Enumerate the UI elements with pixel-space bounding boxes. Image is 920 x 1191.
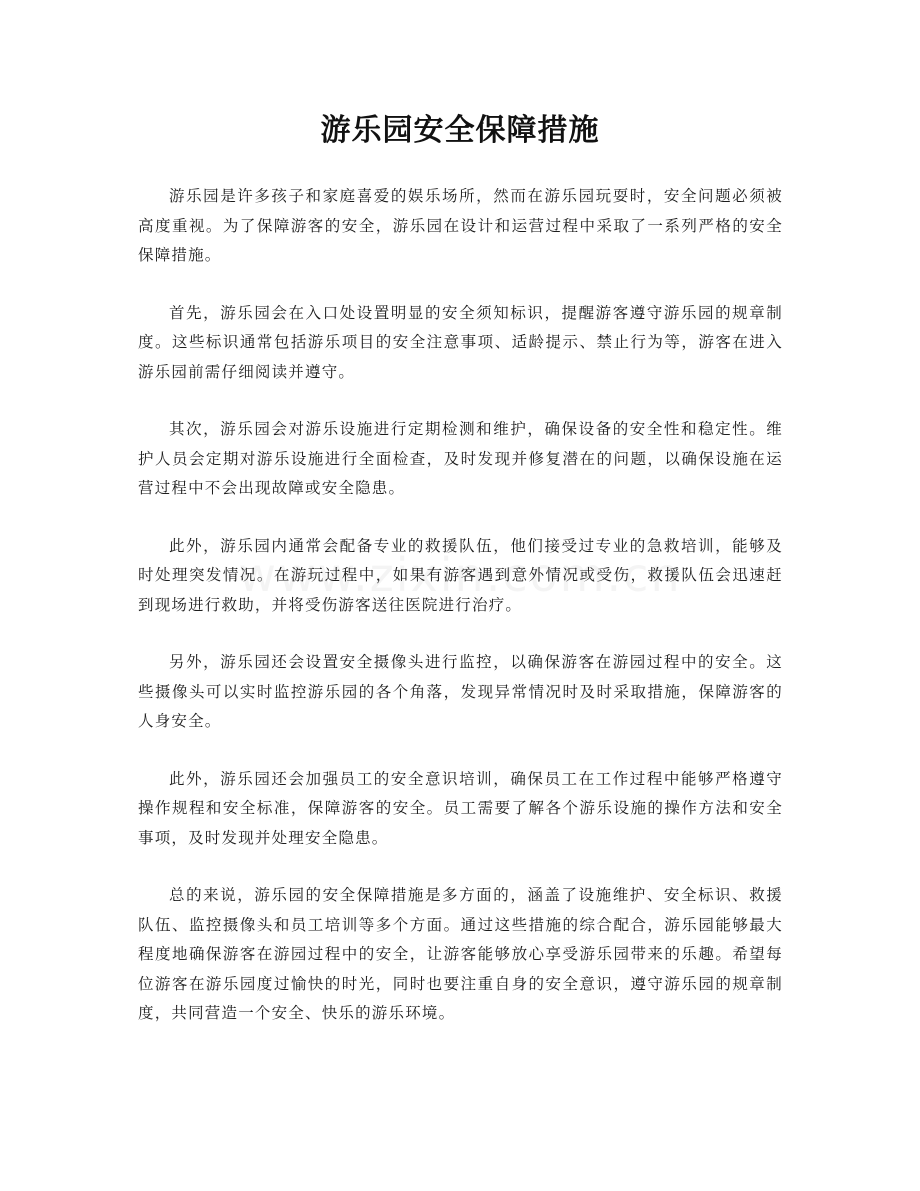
paragraph-cameras: 另外，游乐园还会设置安全摄像头进行监控，以确保游客在游园过程中的安全。这些摄像头可以实时监控游乐园的各个角落，发现异常情况时及时采取措施，保障游客的人身安全。 <box>138 653 783 730</box>
paragraph-staff-training: 此外，游乐园还会加强员工的安全意识培训，确保员工在工作过程中能够严格遵守操作规程和安全标准，保障游客的安全。员工需要了解各个游乐设施的操作方法和安全事项，及时发现并处理安全隐患。 <box>138 769 783 847</box>
paragraph-signage: 首先，游乐园会在入口处设置明显的安全须知标识，提醒游客遵守游乐园的规章制度。这些标识通常包括游乐项目的安全注意事项、适龄提示、禁止行为等，游客在进入游乐园前需仔细阅读并遵守。 <box>138 303 783 381</box>
paragraph-conclusion: 总的来说，游乐园的安全保障措施是多方面的，涵盖了设施维护、安全标识、救援队伍、监控摄像头和员工培训等多个方面。通过这些措施的综合配合，游乐园能够最大程度地确保游客在游园过程中的安全，让游客能够放心享受游乐园带来的乐趣。希望每位游客在游乐园度过愉快的时光，同时也要注重自身的安全意识，遵守游乐园的规章制度，共同营造一个安全、快乐的游乐环境。 <box>138 886 783 1022</box>
document-title: 游乐园安全保障措施 <box>320 113 600 148</box>
paragraph-intro: 游乐园是许多孩子和家庭喜爱的娱乐场所，然而在游乐园玩耍时，安全问题必须被高度重视。为了保障游客的安全，游乐园在设计和运营过程中采取了一系列严格的安全保障措施。 <box>138 187 783 264</box>
paragraph-rescue-team: 此外，游乐园内通常会配备专业的救援队伍，他们接受过专业的急救培训，能够及时处理突发情况。在游玩过程中，如果有游客遇到意外情况或受伤，救援队伍会迅速赶到现场进行救助，并将受伤游客送往医院进行治疗。 <box>138 536 783 614</box>
document-body <box>138 182 783 1057</box>
paragraph-maintenance: 其次，游乐园会对游乐设施进行定期检测和维护，确保设备的安全性和稳定性。维护人员会定期对游乐设施进行全面检查，及时发现并修复潜在的问题，以确保设施在运营过程中不会出现故障或安全隐患。 <box>138 420 783 497</box>
